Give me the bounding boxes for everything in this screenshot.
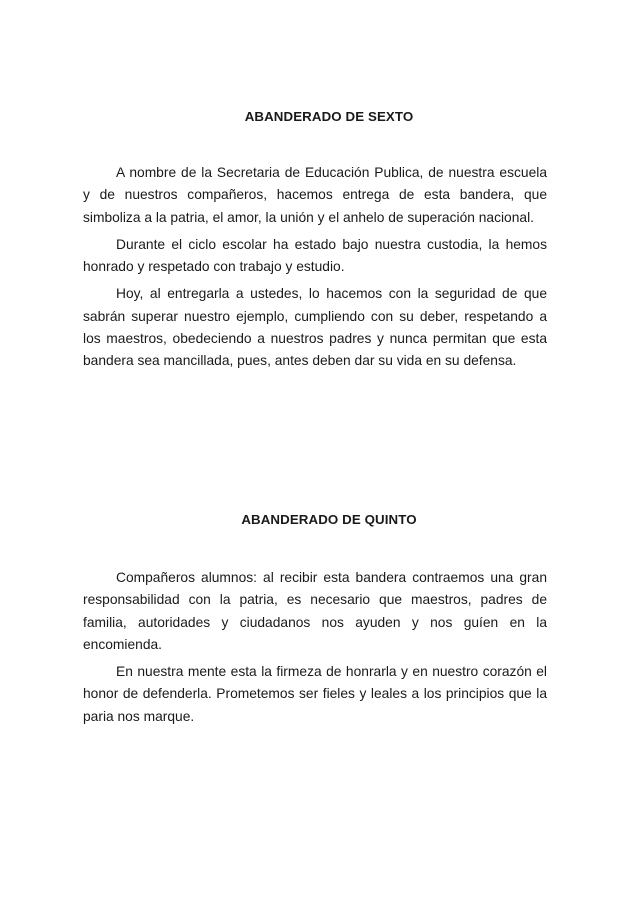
paragraph: Compañeros alumnos: al recibir esta bandera contraemos una gran responsabilidad con la patria, es necesario que maestros, padres de familia, autoridades y ciudadanos nos ayuden y nos guíen en la encomienda. <box>83 570 547 652</box>
section-abanderado-sexto <box>83 108 547 373</box>
paragraph: Hoy, al entregarla a ustedes, lo hacemos con la seguridad de que sabrán superar nuestro ejemplo, cumpliendo con su deber, respetando a los maestros, obedeciendo a nuestros padres y nunca permitan que esta bandera sea mancillada, pues, antes deben dar su vida en su defensa. <box>83 286 547 369</box>
section-abanderado-quinto <box>83 511 547 728</box>
section-body <box>83 162 547 373</box>
paragraph: En nuestra mente esta la firmeza de honrarla y en nuestro corazón el honor de defenderla. Prometemos ser fieles y leales a los principios que la paria nos marque. <box>83 664 547 724</box>
section-body <box>83 567 547 728</box>
section-heading: ABANDERADO DE SEXTO <box>244 109 414 124</box>
paragraph: Durante el ciclo escolar ha estado bajo nuestra custodia, la hemos honrado y respetado con trabajo y estudio. <box>83 236 547 275</box>
section-heading: ABANDERADO DE QUINTO <box>241 512 417 527</box>
paragraph: A nombre de la Secretaria de Educación Publica, de nuestra escuela y de nuestros compañeros, hacemos entrega de esta bandera, que simboliza a la patria, el amor, la unión y el anhelo de superación nacional. <box>83 165 547 225</box>
